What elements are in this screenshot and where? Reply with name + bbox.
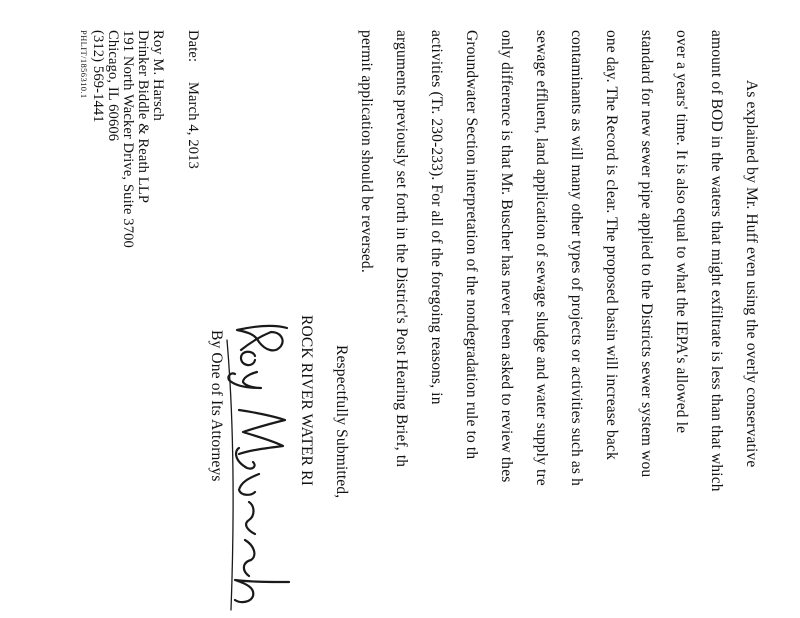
street-address: 191 North Wacker Drive, Suite 3700 [120,30,136,248]
document-ref-code: PHLIT/1856310.1 [79,30,89,99]
brief-line-1: As explained by Mr. Huff even using the overly conservative [743,80,760,468]
date-value: March 4, 2013 [185,82,201,169]
brief-line-10: activities (Tr. 230-233). For all of the foregoing reasons, in [428,30,445,405]
party-name: ROCK RIVER WATER RI [298,315,315,486]
brief-line-7: sewage effluent, land application of sewage sludge and water supply tre [533,30,550,486]
brief-line-3: over a years' time. It is also equal to what the IEPA's allowed le [673,30,690,434]
brief-line-9: Groundwater Section interpretation of the nondegradation rule to th [463,30,480,460]
attorney-name: Roy M. Harsch [150,30,166,121]
brief-line-5: one day. The Record is clear. The proposed basin will increase back [603,30,620,460]
closing-text: Respectfully Submitted, [333,345,350,499]
brief-line-6: contaminants as will many other types of projects or activities such as h [568,30,585,487]
brief-line-2: amount of BOD in the waters that might exfiltrate is less than that which [708,30,725,492]
handwritten-signature [225,320,295,618]
date-label: Date: [185,30,201,63]
city-state-zip: Chicago, IL 60606 [105,30,121,142]
brief-line-11: arguments previously set forth in the District's Post Hearing Brief, th [393,30,410,468]
by-attorneys-line: By One of Its Attorneys [208,330,225,482]
brief-line-4: standard for new sewer pipe applied to the Districts sewer system wou [638,30,655,478]
phone-number: (312) 569-1441 [90,30,106,123]
firm-name: Drinker Biddle & Reath LLP [135,30,151,204]
brief-line-8: only difference is that Mr. Buscher has never been asked to review thes [498,30,515,483]
brief-line-12: permit application should be reversed. [358,30,375,273]
